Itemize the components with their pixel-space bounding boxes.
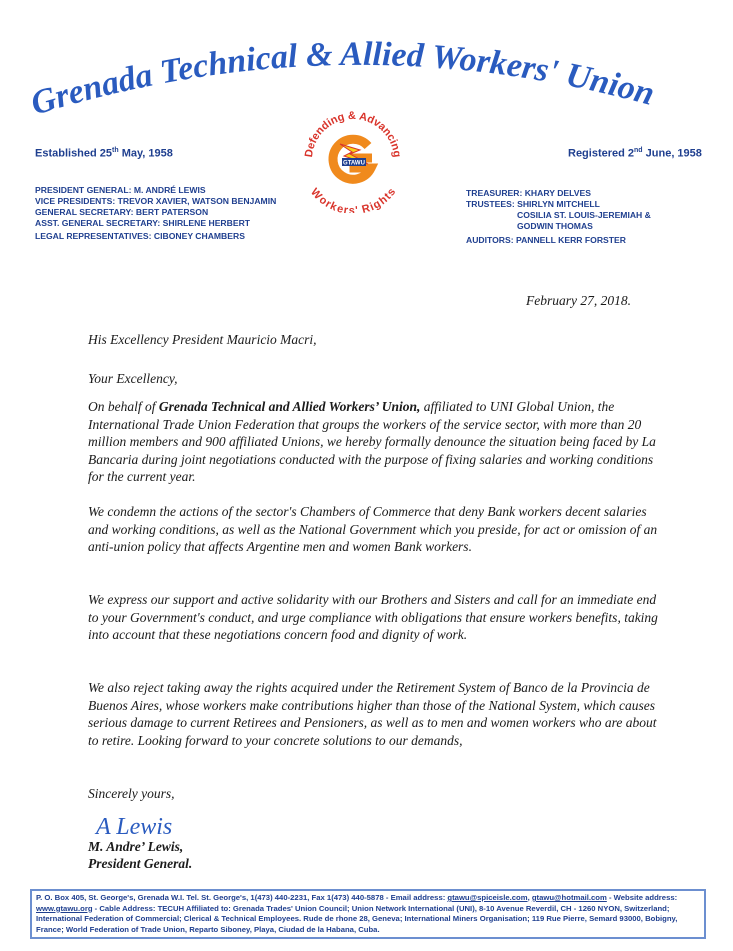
officer-auditors: AUDITORS: PANNELL KERR FORSTER (466, 235, 626, 245)
signer-title: President General. (88, 856, 193, 871)
officer-asst-general-secretary: ASST. GENERAL SECRETARY: SHIRLENE HERBERT (35, 218, 251, 228)
officers-left-list (35, 185, 365, 242)
signer-block (88, 838, 192, 872)
logo-ring-bottom-text: Workers' Rights (308, 186, 399, 213)
letter-paragraph-2: We condemn the actions of the sector's Chambers of Commerce that deny Bank workers decent salaries and working conditions, as well as the National Government which you preside, for act or omission of an anti-union policy that affects Argentine men and women Bank workers. (88, 504, 658, 554)
letter-paragraph-4: We also reject taking away the rights acquired under the Retirement System of Banco de la Provincia de Buenos Aires, whose workers make contributions higher than those of the National System, which causes serious damage to current Retirees and Pensioners, as well as to men and women workers who are about to retire. Looking forward to your concrete solutions to our demands, (88, 680, 657, 748)
logo-badge-letters: GTAWU (343, 160, 365, 167)
officer-trustees-3: GODWIN THOMAS (517, 221, 593, 231)
signer-name: M. Andre’ Lewis, (88, 839, 184, 854)
logo-ring-top-text: Defending & Advancing (302, 109, 403, 159)
signature-script: A Lewis (96, 814, 173, 840)
officer-general-secretary: GENERAL SECRETARY: BERT PATERSON (35, 207, 209, 217)
logo-g-badge-icon (333, 139, 372, 179)
letter-paragraph-1: On behalf of Grenada Technical and Allied Workers’ Union, affiliated to UNI Global Union, the International Trade Union Federation that groups the workers of the service sector, with more than 20 million members and 900 affiliated Unions, we hereby formally denounce the situation being faced by La Bancaria during joint negotiations conducted with the purpose of fixing salaries and working conditions for the current year. (88, 399, 656, 484)
officer-president: PRESIDENT GENERAL: M. ANDRÉ LEWIS (35, 185, 206, 195)
officers-right-list (466, 188, 726, 246)
letter-date: February 27, 2018. (526, 293, 631, 308)
website-link[interactable]: www.gtawu.org (36, 903, 93, 913)
officer-treasurer: TREASURER: KHARY DELVES (466, 188, 591, 198)
officer-vice-presidents: VICE PRESIDENTS: TREVOR XAVIER, WATSON BENJAMIN (35, 196, 277, 206)
officer-trustees: TRUSTEES: SHIRLYN MITCHELL (466, 199, 600, 209)
letter-salutation: Your Excellency, (88, 371, 178, 386)
letter-paragraph-3: We express our support and active solidarity with our Brothers and Sisters and call for an immediate end to your Government's conduct, and urge compliance with obligations that ensure workers benefits, taking into account that these negotiations concern food and dignity of work. (88, 592, 658, 642)
established-date: Established 25th May, 1958 (35, 147, 173, 160)
letter-closing: Sincerely yours, (88, 786, 175, 801)
email-link-2[interactable]: gtawu@hotmail.com (531, 893, 607, 902)
officer-trustees-2: COSILIA ST. LOUIS-JEREMIAH & (517, 210, 651, 220)
union-name-text: Grenada Technical & Allied Workers' Union (26, 35, 659, 123)
letter-addressee: His Excellency President Mauricio Macri, (88, 332, 317, 347)
registered-date: Registered 2nd June, 1958 (568, 147, 702, 160)
officer-legal-representatives: LEGAL REPRESENTATIVES: CIBONEY CHAMBERS (35, 231, 245, 241)
email-link-1[interactable]: gtawu@spiceisle.com (447, 893, 528, 902)
footer-contact-box: P. O. Box 405, St. George's, Grenada W.I. Tel. St. George's, 1(473) 440-2231, Fax 1(473) 440-5878 - Email address: gtawu@spiceisle.com, gtawu@hotmail.com - Website address: www.gtawu.org - Cable Address: TECUH Affiliated to: Grenada Trades' Union Council; Union Network International (UNI), 8-10 Avenue Reverdil, CH - 1260 NYON, Switzerland; International Federation of Commercial; Clerical & Technical Employees. Rude de rhone 28, Geneva; International Miners Organisation; 119 Rue Pierre, Semard 93000, Bobigny, France; World Federation of Trade Union, Reparto Siboney, Playa, Ciudad de la Habana, Cuba. (30, 889, 706, 939)
